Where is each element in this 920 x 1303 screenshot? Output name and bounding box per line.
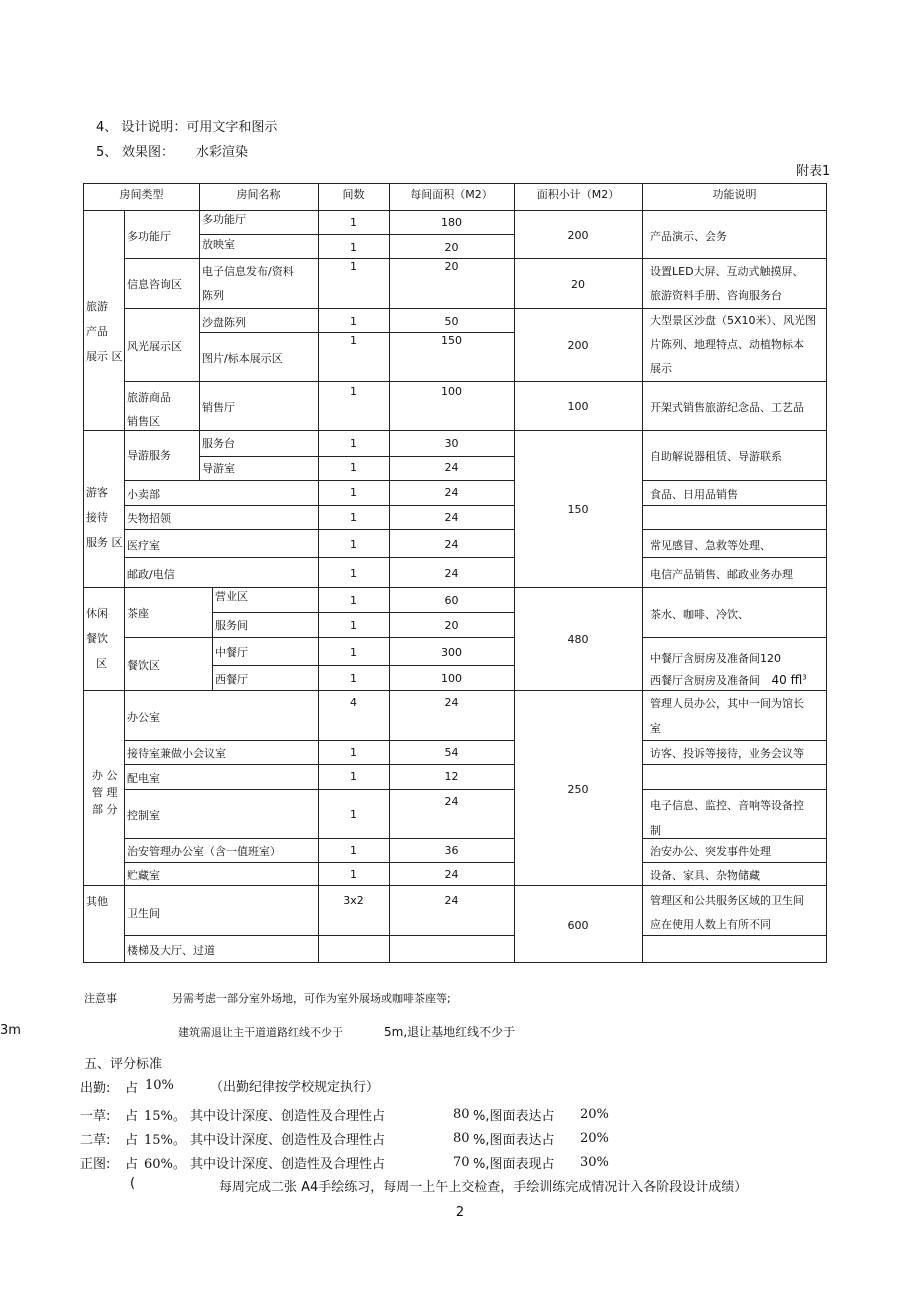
function-desc: 电信产品销售、邮政业务办理 [650,568,793,581]
area-subtotal: 250 [567,783,589,796]
weekly-practice-note: 每周完成二张 A4手绘练习，每周一上午上交检查，手绘训练完成情况计入各阶段设计成绩） [219,1180,748,1195]
room-area: 20 [444,619,459,632]
room-name: 放映室 [202,238,235,251]
room-count: 1 [350,619,357,632]
area-subtotal: 100 [567,400,589,413]
function-desc: 设备、家具、杂物储藏 [650,869,760,882]
room-count: 1 [350,260,357,273]
item-5-value: 水彩渲染 [196,145,249,160]
grading-title: 五、评分标准 [84,1057,163,1072]
attendance-zhan: 占 [125,1081,139,1096]
function-desc: 食品、日用品销售 [650,488,738,501]
room-name: 服务台 [202,437,235,450]
room-name: 医疗室 [127,539,160,552]
room-area: 24 [444,461,459,474]
function-desc: 电子信息、监控、音响等设备控 制 [650,799,804,837]
room-name: 服务间 [215,619,248,632]
function-desc: 产品演示、会务 [650,230,727,243]
item-4-design-notes: 4、 设计说明：可用文字和图示 [96,120,278,135]
area-subtotal: 200 [567,229,589,242]
room-area: 100 [441,385,462,398]
room-group-name: 餐饮区 [127,659,160,672]
room-area: 50 [444,315,459,328]
room-count: 1 [350,241,357,254]
room-name: 沙盘陈列 [202,316,246,329]
notes-line-2b: 5m,退让基地红线不少于 [384,1025,516,1039]
attendance-percent: 10% [145,1078,174,1093]
room-name: 邮政/电信 [127,568,175,581]
room-count: 1 [350,844,357,857]
room-count: 1 [350,486,357,499]
room-count: 1 [350,770,357,783]
room-name: 配电室 [127,772,160,785]
room-area: 150 [441,334,462,347]
notes-line-1: 另需考虑一部分室外场地，可作为室外展场或咖啡茶座等; [172,992,451,1005]
zone-type-office-management: 办 公 管 理 部 分 [92,769,118,816]
room-count: 1 [350,567,357,580]
function-desc: 西餐厅含厨房及准备间 40 ffl$^3$ [650,673,807,687]
room-group-name: 茶座 [127,607,149,620]
attendance-note: （出勤纪律按学校规定执行） [210,1080,380,1095]
area-subtotal: 20 [571,278,585,291]
room-area: 300 [441,646,462,659]
room-count: 1 [350,216,357,229]
room-name: 楼梯及大厅、过道 [127,944,215,957]
room-count: 1 [350,868,357,881]
room-name: 接待室兼做小会议室 [127,747,226,760]
room-count: 1 [350,385,357,398]
room-name: 贮藏室 [127,869,160,882]
room-group-name: 旅游商品 销售区 [127,391,171,428]
function-desc: 管理人员办公，其中一间为馆长 室 [650,697,804,735]
function-desc: 茶水、咖啡、冷饮、 [650,608,749,621]
function-desc: 常见感冒、急救等处理、 [650,539,771,552]
area-subtotal: 480 [567,633,589,646]
room-area: 24 [444,795,459,808]
room-name: 销售厅 [202,401,235,414]
room-group-name: 导游服务 [127,449,171,462]
room-area: 30 [444,437,459,450]
room-area: 24 [444,567,459,580]
col-header-subtotal: 面积小计（M2） [536,188,620,201]
room-name: 办公室 [127,711,160,724]
room-count: 1 [350,334,357,347]
room-count: 1 [350,672,357,685]
room-name: 营业区 [215,590,248,603]
room-area: 24 [444,538,459,551]
room-area: 54 [444,746,459,759]
room-name: 图片/标本展示区 [202,352,283,365]
room-area: 24 [444,696,459,709]
room-count: 1 [350,511,357,524]
room-area: 24 [444,486,459,499]
room-count: 3x2 [343,894,364,907]
function-desc: 治安办公、突发事件处理 [650,845,771,858]
zone-type-other: 其他 [86,895,108,908]
room-name: 多功能厅 [202,213,246,226]
function-desc: 访客、投诉等接待，业务会议等 [650,747,804,760]
room-area: 24 [444,868,459,881]
room-group-name: 信息咨询区 [127,278,182,291]
weekly-paren-open: ( [130,1176,136,1191]
room-group-name: 多功能厅 [127,230,171,243]
page-number: 2 [455,1205,465,1220]
function-desc: 管理区和公共服务区域的卫生间 应在使用人数上有所不同 [650,894,804,931]
room-area: 20 [444,241,459,254]
room-count: 1 [350,594,357,607]
function-desc: 设置LED大屏、互动式触摸屏、 旅游资料手册、咨询服务台 [650,265,804,302]
room-area: 60 [444,594,459,607]
notes-line-2a: 建筑需退让主干道道路红线不少于 [178,1026,343,1039]
room-name: 小卖部 [127,488,160,501]
room-area: 20 [444,260,459,273]
room-name: 失物招领 [127,512,171,525]
zone-type-leisure-dining: 休闲 餐饮 区 [86,607,108,670]
col-header-area-each: 每间面积（M2） [410,188,493,201]
notes-label: 注意事 [84,992,117,1005]
function-desc: 自助解说器租赁、导游联系 [650,450,782,463]
item-5-label: 效果图： [122,145,175,160]
col-header-room-name: 房间名称 [236,188,281,201]
room-name: 治安管理办公室（含一值班室） [127,845,281,858]
room-count: 1 [350,808,357,821]
area-subtotal: 200 [567,339,589,352]
room-area: 180 [441,216,462,229]
notes-3m: 3m [0,1023,21,1038]
function-desc: 大型景区沙盘（5X10米）、风光图 片陈列、地理特点、动植物标本 展示 [650,314,817,375]
room-count: 1 [350,437,357,450]
room-count: 1 [350,461,357,474]
room-area: 24 [444,894,459,907]
room-group-name: 风光展示区 [127,340,182,353]
room-count: 1 [350,538,357,551]
room-name: 中餐厅 [215,646,248,659]
function-desc: 开架式销售旅游纪念品、工艺品 [650,401,804,414]
room-area: 100 [441,672,462,685]
zone-type-tourism-display: 旅游 产品 展示 区 [86,300,123,363]
room-name: 西餐厅 [215,673,248,686]
area-subtotal: 600 [567,919,589,932]
room-area: 36 [444,844,459,857]
room-name: 控制室 [127,809,160,822]
attendance-label: 出勤: [80,1081,111,1096]
zone-type-visitor-service: 游客 接待 服务 区 [86,486,123,549]
col-header-room-type: 房间类型 [119,188,164,201]
item-5-number: 5、 [96,145,118,160]
room-count: 1 [350,315,357,328]
function-desc: 中餐厅含厨房及准备间120 [650,652,781,665]
room-count: 1 [350,746,357,759]
room-area: 24 [444,511,459,524]
area-subtotal: 150 [567,503,589,516]
room-name: 导游室 [202,462,235,475]
room-count: 1 [350,646,357,659]
col-header-function: 功能说明 [712,188,757,201]
room-count: 4 [350,696,357,709]
room-name: 卫生间 [127,907,160,920]
col-header-count: 间数 [342,188,365,201]
room-area: 12 [444,770,459,783]
appendix-label: 附表1 [796,164,831,179]
room-name: 电子信息发布/资料 陈列 [202,265,294,302]
